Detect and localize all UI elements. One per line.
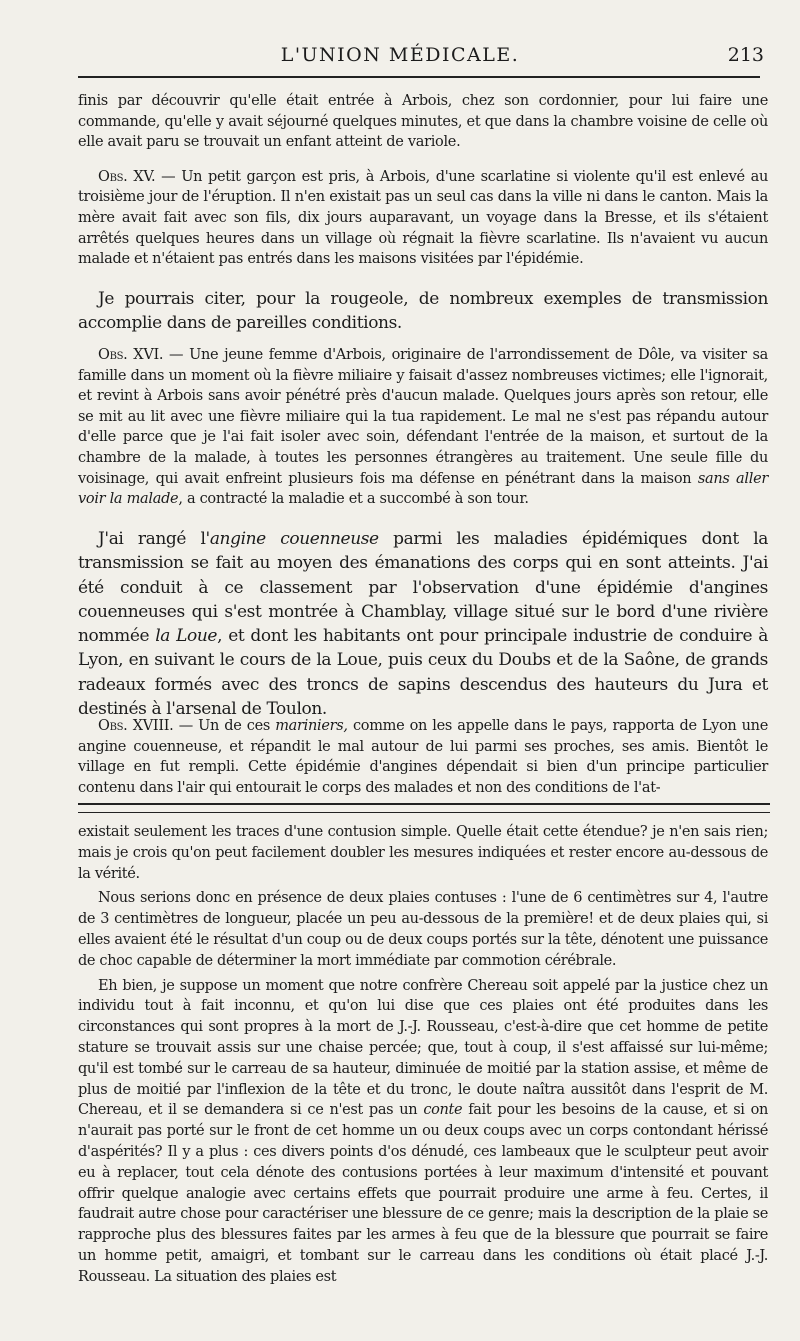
upper-section xyxy=(78,91,768,270)
text-run: fait pour les besoins de la cause, et si on n'aurait pas porté sur le front de cet homme un ou deux coups avec un corps contondant hérissé d'aspérités? Il y a plus : ces divers points d'os dénudé, ces lambeaux que le sculpteur peut avoir eu à replacer, tout cela dénote des contusions portées à leur maximum d'intensité et pouvant offrir quelque analogie avec certains effets que pourrait produire une arme à feu. Certes, il faudrait autre chose pour caractériser une blessure de ce genre; mais la description de la plaie se rapproche plus des blessures faites par les armes à feu que de la blessure que pourrait se faire un homme petit, amaigri, et tombant sur le carreau dans les conditions où était placé J.-J. Rousseau. La situation des plaies est xyxy=(78,1102,768,1285)
journal-title: L'UNION MÉDICALE. xyxy=(280,44,520,66)
running-header xyxy=(0,44,800,70)
observation-16 xyxy=(78,345,768,510)
text-run: Eh bien, je suppose un moment que notre confrère Chereau soit appelé par la justice chez un individu tout à fait inconnu, et qu'on lui dise que ces plaies ont été produites dans les circonstances qui sont propres à la mort de J.-J. Rousseau, c'est-à-dire que cet homme de petite stature se trouvait assis sur une chaise percée; que, tout à coup, il s'est affaissé sur lui-même; qu'il est tombé sur le carreau de sa hauteur, diminuée de moitié par la station assise, et même de plus de moitié par l'inflexion de la tête et du tronc, le doute naîtra aussitôt dans l'esprit de M. Chereau, et il se demandera si ce n'est pas un xyxy=(78,977,768,1119)
obs-text: — Un petit garçon est pris, à Arbois, d'une scarlatine si violente qu'il est enlevé au troisième jour de l'éruption. Il n'en existait pas un seul cas dans la ville ni dans le canton. Mais la mère avait fait avec son fils, dix jours auparavant, un voyage dans la Bresse, et ils s'étaient arrêtés quelques heures dans un village où régnait la fièvre scarlatine. Ils n'avaient vu aucun malade et n'étaient pas entrés dans les maisons visitées par l'épidémie. xyxy=(78,168,768,268)
italic-run: la Loue xyxy=(155,626,218,647)
text-run: — Un de ces xyxy=(173,718,276,734)
text-run: , et dont les habitants ont pour principale industrie de conduire à Lyon, en suivant le cours de la Loue, puis ceux du Doubs et de la Saône, de grands radeaux formés avec des troncs de sapins descendus des hauteurs du Jura et destinés à l'arsenal de Toulon. xyxy=(78,626,768,720)
paragraph-existait: existait seulement les traces d'une contusion simple. Quelle était cette étendue? je n'en sais rien; mais je crois qu'on peut facilement doubler les mesures indiquées et rester encore au-dessous de la vérité. xyxy=(78,824,768,882)
text-run: J'ai rangé l' xyxy=(98,529,210,549)
section-divider xyxy=(78,803,770,813)
observation-15 xyxy=(78,167,768,270)
text-run: parmi les maladies épidémiques dont la transmission se fait au moyen des émanations des corps qui en sont atteints. J'ai été conduit à ce classement par l'observation d'une épidémie d'angines couenneuses qui s'est montrée à Chamblay, village situé sur le bord d'une rivière nommée xyxy=(78,529,768,647)
obs-text: — Une jeune femme d'Arbois, originaire de l'arrondissement de Dôle, va visiter sa famille dans un moment où la fièvre miliaire y faisait d'assez nombreuses victimes; elle l'ignorait, et revint à Arbois sans avoir pénétré près d'aucun malade. Quelques jours après son retour, elle se mit au lit avec une fièvre miliaire qui la tua rapidement. Le mal ne s'est pas répandu autour d'elle parce que je l'ai fait isoler avec soin, défendant l'entrée de la maison, et surtout de la chambre de la malade, à toutes les personnes étrangères au traitement. Une seule fille du voisinage, qui avait enfreint plusieurs fois ma défense en pénétrant dans la maison xyxy=(78,347,768,487)
page-number: 213 xyxy=(727,44,764,66)
italic-run: conte xyxy=(423,1102,463,1119)
italic-run: angine couenneuse xyxy=(209,529,379,549)
paragraph-angine xyxy=(78,527,768,721)
paragraph-nous: Nous serions donc en présence de deux plaies contuses : l'une de 6 centimètres sur 4, l'autre de 3 centimètres de longueur, placée un peu au-dessous de la première! et de deux plaies qui, si elles avaient été le résultat d'un coup ou de deux coups portés sur la tête, dénotent une puissance de choc capable de déterminer la mort immédiate par commotion cérébrale. xyxy=(78,890,768,969)
italic-run: mariniers, xyxy=(275,718,348,734)
lower-section xyxy=(78,822,768,1288)
observation-18 xyxy=(78,716,768,798)
header-rule xyxy=(78,76,760,78)
text-run: comme on les appelle dans le pays, rapporta de Lyon une angine couenneuse, et répandit le mal autour de lui parmi ses proches, ses amis. Bientôt le village en fut rempli. Cette épidémie d'angines dépendait si bien d'un principe particulier contenu dans l'air qui entourait le corps des malades et non des conditions de l'at- xyxy=(78,718,769,796)
paragraph-finis: finis par découvrir qu'elle était entrée à Arbois, chez son cordonnier, pour lui faire une commande, qu'elle y avait séjourné quelques minutes, et que dans la chambre voisine de celle où elle avait paru se trouvait un enfant atteint de variole. xyxy=(78,93,768,151)
obs-label: Obs. XVIII. xyxy=(98,718,174,734)
obs-italic: sans aller voir la malade xyxy=(78,470,768,508)
obs-label: Obs. XVI. xyxy=(98,347,164,363)
paragraph-rougeole: Je pourrais citer, pour la rougeole, de nombreux exemples de transmission accomplie dans de pareilles conditions. xyxy=(78,289,768,334)
obs-text-end: , a contracté la maladie et a succombé à son tour. xyxy=(178,491,529,508)
paragraph-eh-bien xyxy=(78,976,768,1288)
obs-label: Obs. XV. xyxy=(98,168,156,185)
